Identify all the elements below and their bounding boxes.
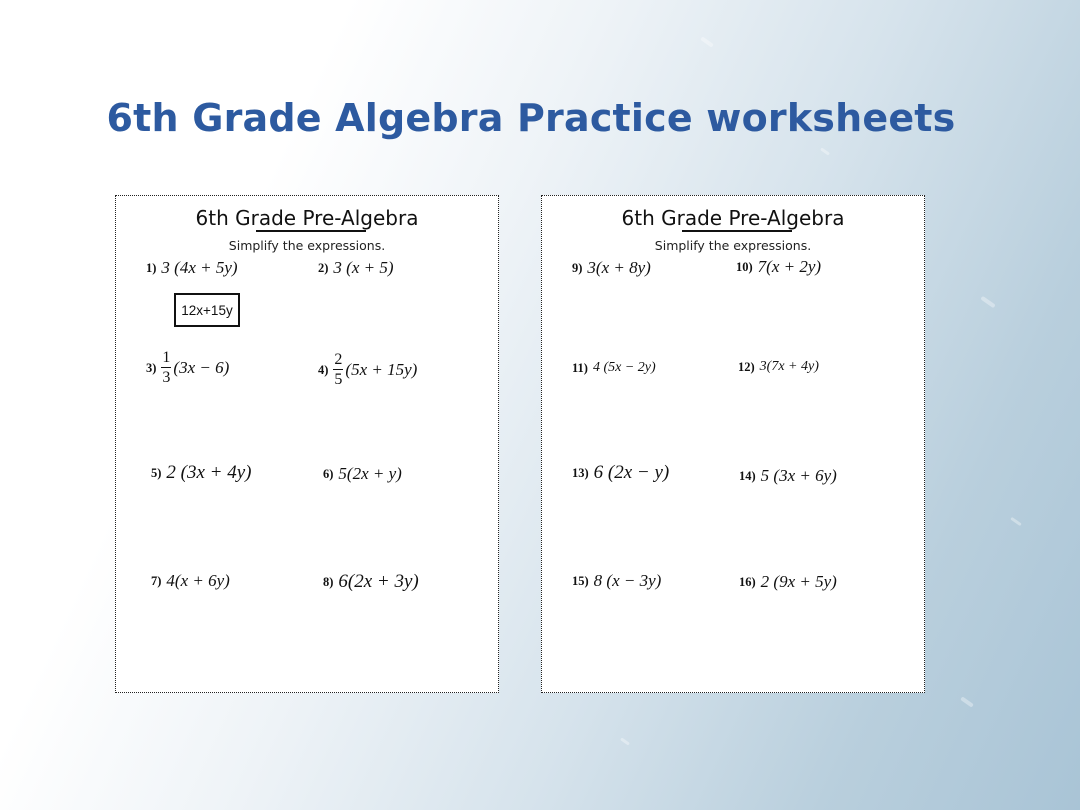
problem-expression: 5 (3x + 6y): [760, 466, 837, 485]
worksheet-title: 6th Grade Pre-Algebra: [621, 206, 845, 230]
background-speck: [700, 36, 714, 47]
problem-number: 12): [738, 359, 755, 374]
problem-number: 7): [151, 573, 162, 588]
problem-number: 10): [736, 259, 753, 274]
problem-expression: 3 (x + 5): [333, 258, 394, 277]
background-speck: [620, 737, 630, 745]
problem-expression: 3 (4x + 5y): [161, 258, 238, 277]
worksheet-instruction: Simplify the expressions.: [654, 238, 812, 253]
problem-12: [738, 359, 819, 375]
problem-expression: 3(7x + 4y): [759, 359, 819, 374]
problem-expression: 2 (3x + 4y): [166, 462, 252, 483]
background-speck: [1010, 517, 1022, 526]
fraction-numerator: 2: [334, 351, 343, 368]
problem-number: 5): [151, 465, 162, 480]
title-underline: [682, 230, 792, 232]
problem-expression: 6 (2x − y): [593, 462, 670, 483]
problem-number: 11): [572, 360, 588, 375]
background-speck: [980, 296, 995, 308]
problem-14: [739, 466, 837, 486]
problem-expression: 6(2x + 3y): [338, 571, 419, 592]
problem-number: 2): [318, 260, 329, 275]
problem-number: 16): [739, 574, 756, 589]
fraction-denominator: 3: [162, 369, 171, 386]
problem-4: [318, 352, 417, 388]
problem-6: [323, 464, 402, 484]
problem-16: [739, 572, 837, 592]
problem-7: [151, 571, 230, 591]
problem-expression: 7(x + 2y): [757, 257, 822, 276]
page-title: 6th Grade Algebra Practice worksheets: [106, 96, 956, 140]
problem-number: 4): [318, 362, 329, 377]
problem-number: 14): [739, 468, 756, 483]
background-speck: [820, 147, 830, 155]
fraction-numerator: 1: [162, 349, 171, 366]
worksheet-title: 6th Grade Pre-Algebra: [195, 206, 419, 230]
problem-number: 13): [572, 465, 589, 480]
problem-11: [572, 360, 656, 376]
problem-13: [572, 462, 669, 484]
problem-expression: 2 (9x + 5y): [760, 572, 837, 591]
background-speck: [960, 696, 974, 707]
problem-expression: (5x + 15y): [345, 360, 418, 379]
problem-expression: 4(x + 6y): [166, 571, 230, 590]
problem-3: [146, 350, 229, 386]
problem-1: [146, 258, 238, 278]
problem-number: 15): [572, 573, 589, 588]
fraction: [161, 350, 171, 386]
worksheet-right: [541, 195, 925, 693]
problem-number: 3): [146, 360, 157, 375]
fraction-denominator: 5: [334, 371, 343, 388]
problem-15: [572, 571, 661, 591]
problem-expression: 4 (5x − 2y): [592, 360, 656, 375]
problem-number: 8): [323, 574, 334, 589]
worksheet-left: [115, 195, 499, 693]
problem-expression: (3x − 6): [173, 358, 230, 377]
problem-number: 1): [146, 260, 157, 275]
problem-number: 9): [572, 260, 583, 275]
fraction: [333, 352, 343, 388]
problem-expression: 8 (x − 3y): [593, 571, 662, 590]
problem-5: [151, 462, 252, 484]
worksheet-instruction: Simplify the expressions.: [228, 238, 386, 253]
problem-9: [572, 258, 651, 278]
problem-expression: 5(2x + y): [338, 464, 402, 483]
answer-box: 12x+15y: [174, 293, 240, 327]
problem-10: [736, 257, 821, 277]
problem-2: [318, 258, 394, 278]
title-underline: [256, 230, 366, 232]
problem-number: 6): [323, 466, 334, 481]
problem-8: [323, 571, 419, 593]
problem-expression: 3(x + 8y): [587, 258, 651, 277]
